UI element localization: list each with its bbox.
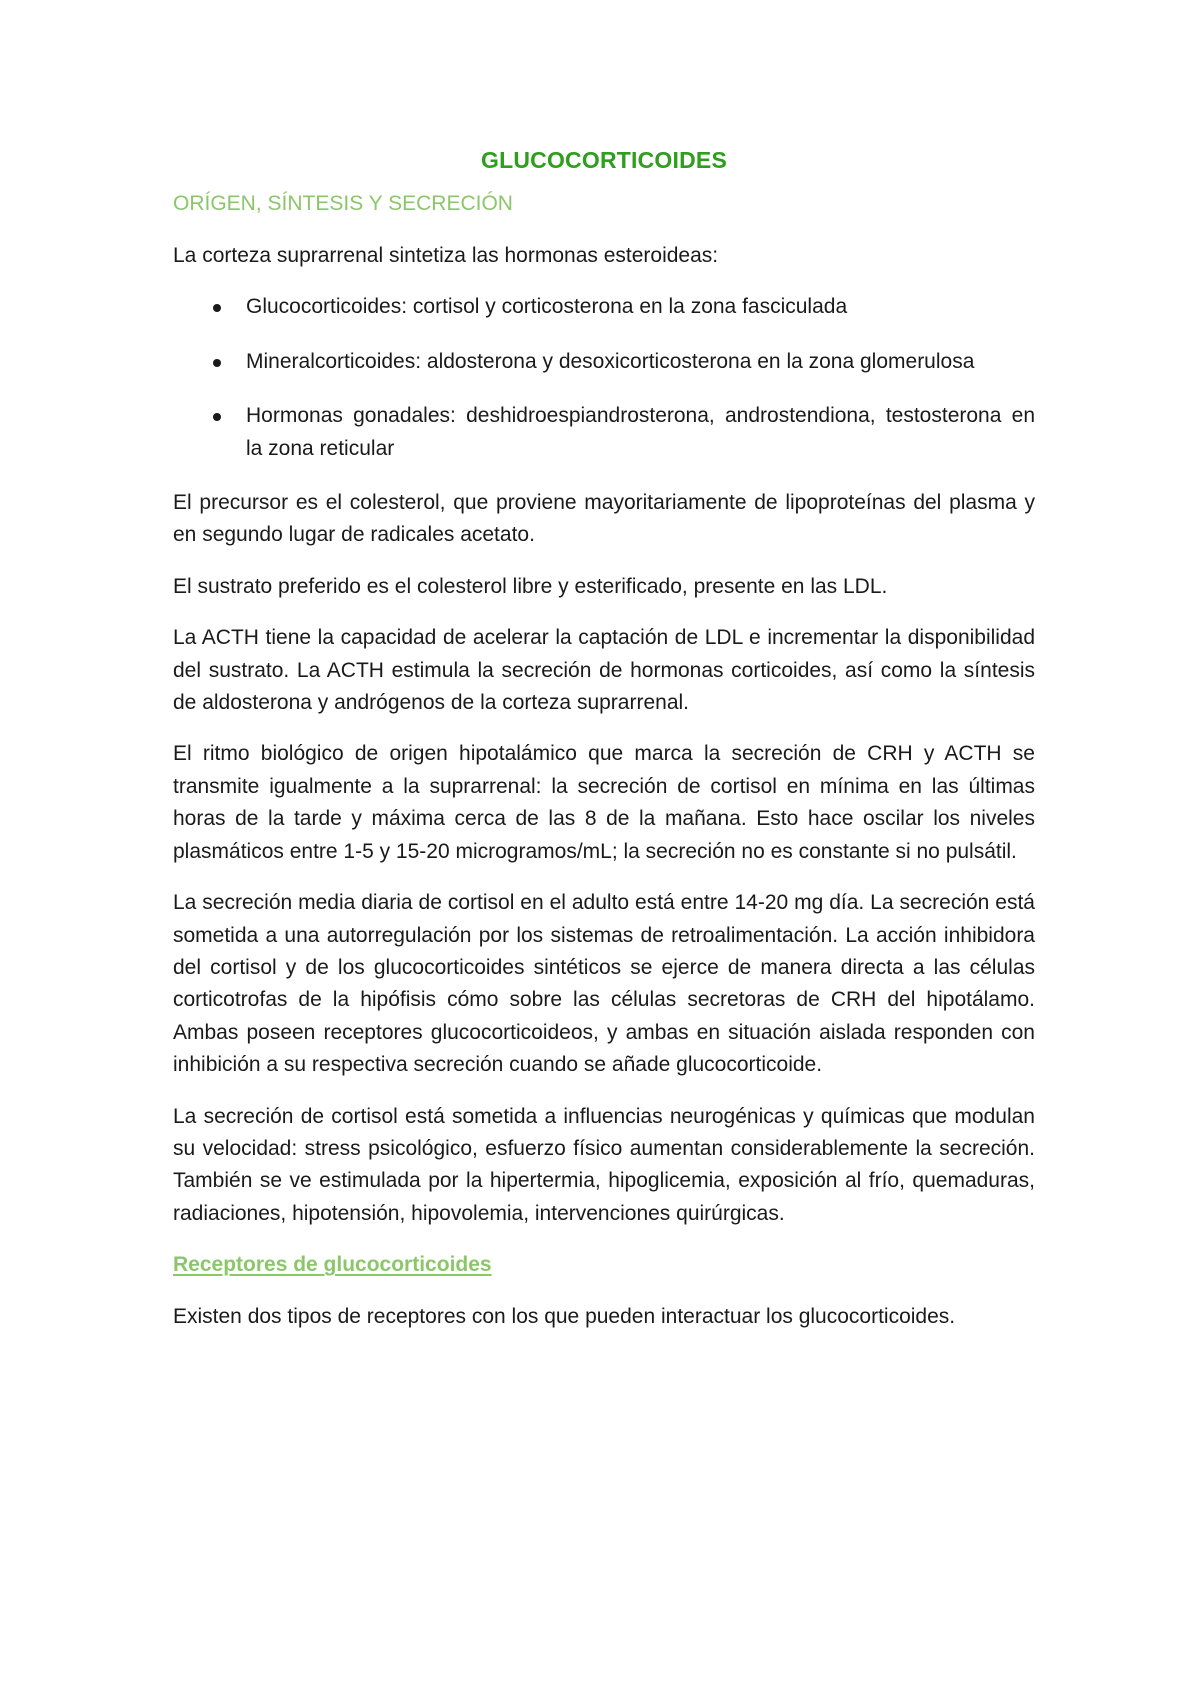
list-item (173, 346, 1035, 378)
document-title: GLUCOCORTICOIDES (481, 147, 727, 173)
paragraph-acth: La ACTH tiene la capacidad de acelerar la captación de LDL e incrementar la disponibilidad del sustrato. La ACTH estimula la secreción de hormonas corticoides, así como la síntesis de aldosterona y andrógenos de la corteza suprarrenal. (173, 626, 1035, 715)
list-item (173, 400, 1035, 465)
paragraph-receptors: Existen dos tipos de receptores con los que pueden interactuar los glucocorticoides. (173, 1304, 956, 1328)
paragraph-influences: La secreción de cortisol está sometida a influencias neurogénicas y químicas que modulan su velocidad: stress psicológico, esfuerzo físico aumentan considerablemente la secreción. También se ve estimulada por la hipertermia, hipoglicemia, exposición al frío, quemaduras, radiaciones, hipotensión, hipovolemia, intervenciones quirúrgicas. (173, 1104, 1035, 1225)
list-item-text: Hormonas gonadales: deshidroespiandrosterona, androstendiona, testosterona en la zona reticular (246, 404, 1035, 460)
section-heading: ORÍGEN, SÍNTESIS Y SECRECIÓN (173, 192, 513, 215)
list-item-text: Mineralcorticoides: aldosterona y desoxicorticosterona en la zona glomerulosa (246, 349, 975, 373)
bullet-icon (213, 359, 221, 367)
paragraph-rhythm: El ritmo biológico de origen hipotalámico que marca la secreción de CRH y ACTH se transmite igualmente a la suprarrenal: la secreción de cortisol en mínima en las últimas horas de la tarde y máxima cerca de las 8 de la mañana. Esto hace oscilar los niveles plasmáticos entre 1-5 y 15-20 microgramos/mL; la secreción no es constante si no pulsátil. (173, 742, 1035, 863)
paragraph-substrate: El sustrato preferido es el colesterol libre y esterificado, presente en las LDL. (173, 574, 888, 598)
list-item-text: Glucocorticoides: cortisol y corticosterona en la zona fasciculada (246, 295, 848, 319)
receptors-subheading: Receptores de glucocorticoides (173, 1253, 492, 1277)
document-page (173, 138, 1035, 1352)
bullet-icon (213, 413, 221, 421)
list-item (173, 291, 1035, 323)
paragraph-daily-secretion: La secreción media diaria de cortisol en el adulto está entre 14-20 mg día. La secreción está sometida a una autorregulación por los sistemas de retroalimentación. La acción inhibidora del cortisol y de los glucocorticoides sintéticos se ejerce de manera directa a las células corticotrofas de la hipófisis cómo sobre las células secretoras de CRH del hipotálamo. Ambas poseen receptores glucocorticoideos, y ambas en situación aislada responden con inhibición a su respectiva secreción cuando se añade glucocorticoide. (173, 891, 1035, 1077)
paragraph-precursor: El precursor es el colesterol, que proviene mayoritariamente de lipoproteínas del plasma y en segundo lugar de radicales acetato. (173, 491, 1035, 547)
hormone-list (173, 291, 1035, 465)
intro-paragraph: La corteza suprarrenal sintetiza las hormonas esteroideas: (173, 244, 719, 267)
bullet-icon (213, 304, 221, 312)
